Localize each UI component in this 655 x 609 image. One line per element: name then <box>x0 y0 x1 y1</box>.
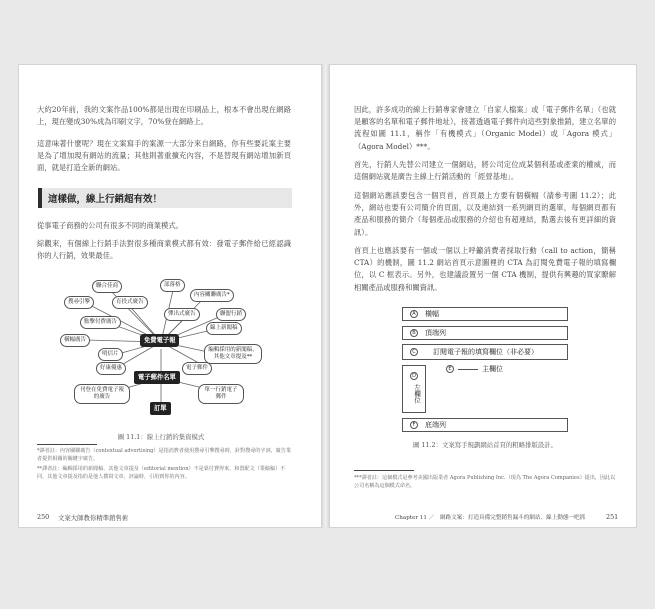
layout-sidebar-box <box>402 365 426 413</box>
page-number: 250 <box>37 513 50 521</box>
running-header: 文案大師教你精準銷售術 <box>58 514 129 522</box>
diagram-node: 單一行銷電子郵件 <box>198 384 244 404</box>
diagram-node: 育投式廣告 <box>112 296 148 309</box>
right-paragraph: 因此，許多成功的線上行銷專家會建立「自家人檔案」或「電子郵件名單」（也就是顧客的名單和電子郵件地址），接著透過電子郵件向這些對象推銷，建立名單的流程如圖 11.1，稱作「有機模式」（Organic Model）或「Agora 模式」（Agora Model）***。 <box>354 105 616 151</box>
marketing-model-diagram <box>56 274 266 424</box>
diagram-node: 編輯採用的新聞稿、其他文章提及** <box>204 344 262 364</box>
main-column-pointer <box>458 369 478 370</box>
marker-e: E <box>446 365 454 373</box>
book-gutter <box>322 64 329 528</box>
marker-c: C <box>410 348 418 356</box>
marker-b: B <box>410 329 418 337</box>
layout-cta-label: 訂閱電子報的填寫欄位（非必要） <box>433 348 538 356</box>
layout-main-label: 主欄位 <box>482 365 503 373</box>
diagram-node: 線上新聞稿 <box>206 322 242 335</box>
layout-cta-box <box>402 344 568 360</box>
layout-footer-box <box>402 418 568 432</box>
diagram-node: 明信片 <box>98 348 123 361</box>
layout-banner-label: 橫幅 <box>425 310 439 318</box>
left-paragraph: 綜觀來，有個線上行銷手法對很多種商業模式都有效：發電子郵件給已經認識你的人行銷，效果最佳。 <box>37 239 291 261</box>
diagram-node: 橫幅廣告 <box>60 334 90 347</box>
footnote: *譯者註：內容關聯廣告（contextual advertising）是指消費者使用搜尋引擎搜尋時，針對搜尋的字詞，廣告業者提供相關的關鍵字廣告。 <box>37 448 291 462</box>
page-number: 251 <box>606 513 619 521</box>
left-paragraph: 大約20年前，我的文案作品100%都是出現在印刷品上，根本不會出現在網路上，現在變成30%成為印刷文字，70%登在網路上。 <box>37 105 291 127</box>
footnote: **譯者註：編輯採用的新聞稿、其他文章提及（editorial mention）不是靠付費得來，和置配文（業稿稿）不同，其他文章提及指的是他人撰寫文章、評論時，引用到你的內容。 <box>37 466 286 480</box>
footnote: ***譯者註：這個模式是參考美國出版業者 Agora Publishing Inc.（現為 The Agora Companies）提出，因此以公司名稱為這個模式命名。 <box>354 475 616 489</box>
footnote-rule <box>354 470 414 471</box>
left-paragraph: 從事電子商務的公司有很多不同的商業模式。 <box>37 221 183 230</box>
layout-menu-label: 頂端列 <box>425 329 446 337</box>
diagram-node: 彈出式廣告 <box>164 308 200 321</box>
right-paragraph: 首先，行銷人先替公司建立一個網站，將公司定位成某個利基或產業的權威，而這個網站就是廣告主線上行銷活動的「經營基地」。 <box>354 160 616 182</box>
section-title: 這樣做，線上行銷超有效！ <box>48 194 163 205</box>
right-paragraph: 這個網站應該要包含一個頁首，首頁最上方要有個橫幅（請參考圖 11.2）；此外，網站也要有公司簡介的頁面，以及連結到一系列網頁的選單，每個網頁都有產品和服務的簡介（每個產品或服務的介紹也有超連結，點選去後有更詳細的資訊）。 <box>354 191 616 237</box>
marker-a: A <box>410 310 418 318</box>
layout-footer-label: 底端列 <box>425 421 446 429</box>
diagram-node: 部落格 <box>160 279 185 292</box>
diagram-node: 聯合佳商 <box>92 280 122 293</box>
figure-caption: 圖 11.1：線上行銷的集資模式 <box>117 433 205 441</box>
diagram-node: 內容關聯廣告* <box>190 289 234 302</box>
running-header: Chapter 11 ／ 網路文案：打造具備完整銷售漏斗的網站、線上動態一吧抓 <box>395 515 586 521</box>
figure-caption: 圖 11.2：文案寫手規劃網站首頁的粗略排版設計。 <box>412 441 558 449</box>
diagram-node: 點擊付費廣告 <box>80 316 121 329</box>
layout-menu-box <box>402 326 568 340</box>
left-paragraph: 這意味著什麼呢？現在文案寫手的案源一大部分來自網路，你有些要託案主要是為了增加現有網站的流量；其他則著重擴充內容，不是替現有網站增加新頁面，就是打造全新的網站。 <box>37 139 291 173</box>
diagram-node: 刊登在免費電子報的廣告 <box>74 384 130 404</box>
marker-d: D <box>410 372 418 380</box>
diagram-node: 搜尋引擎 <box>64 296 94 309</box>
diagram-node-hub: 電子郵件名單 <box>134 371 180 384</box>
footnote-rule <box>37 444 97 445</box>
diagram-node: 電子郵件 <box>182 362 212 375</box>
layout-banner-box <box>402 307 568 321</box>
layout-sidebar-label: 左欄位 <box>413 384 421 404</box>
diagram-node: 好康優惠 <box>96 362 126 375</box>
section-title-box <box>38 188 292 208</box>
diagram-node-center: 免費電子報 <box>140 334 179 347</box>
diagram-node: 聯盟行銷 <box>216 308 246 321</box>
diagram-node-order: 訂單 <box>150 402 171 415</box>
marker-f: F <box>410 421 418 429</box>
right-paragraph: 首頁上也應該要有一個或一個以上呼籲消費者採取行動（call to action，簡稱CTA）的機制，圖 11.2 網站首頁示意圖裡的 CTA 為訂閱免費電子報的填寫欄位，以 C 框表示。另外，也建議設置另一個 CTA 機制，提供有興趣的買家瞭解相關產品或服務和關資訊。 <box>354 246 616 292</box>
